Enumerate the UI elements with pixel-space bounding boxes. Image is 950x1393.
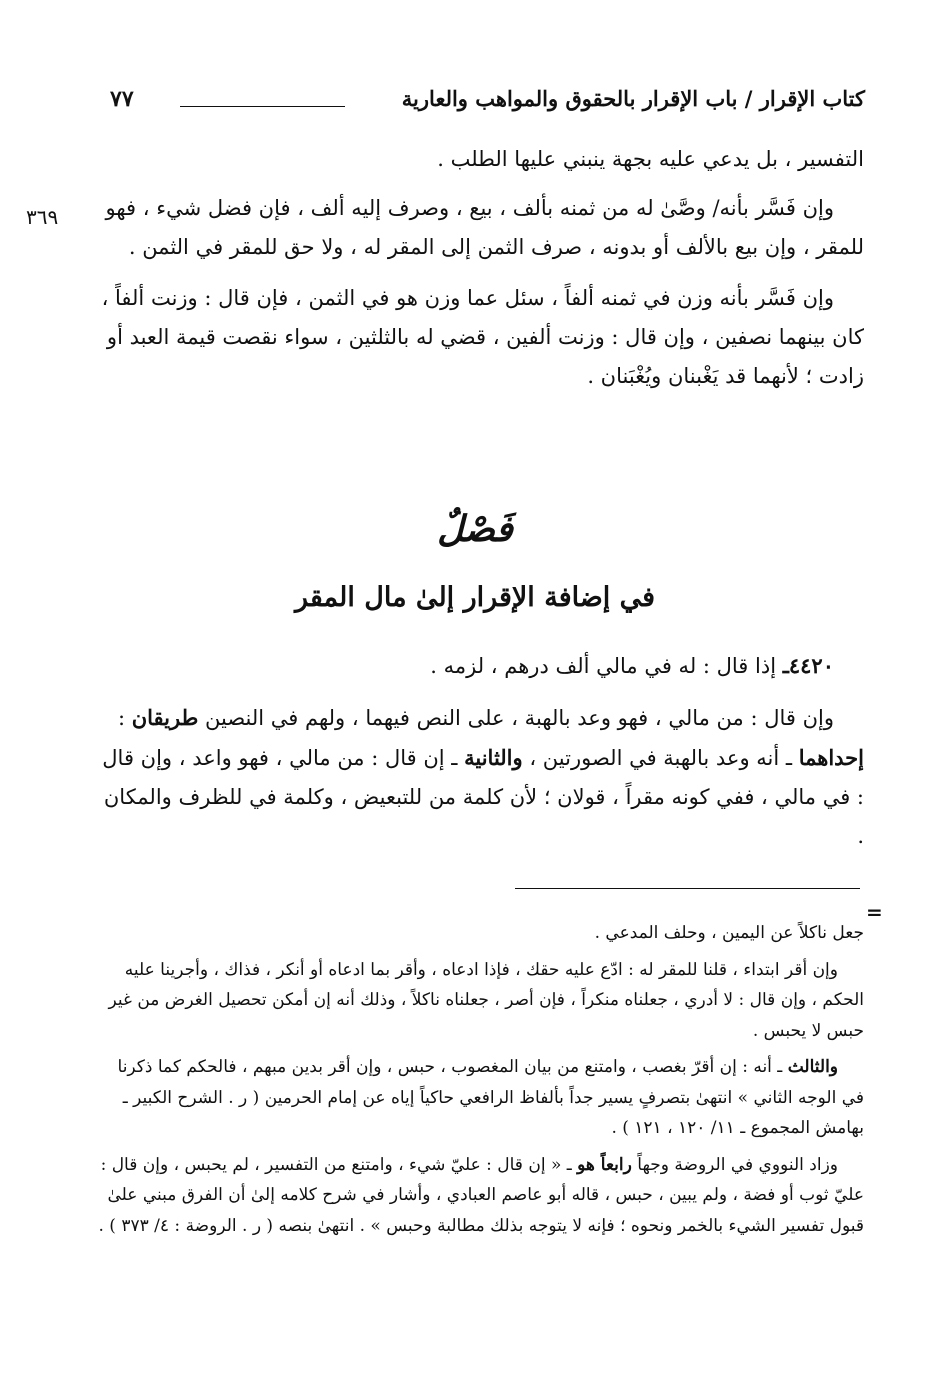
bold-term: رابعاً هو xyxy=(577,1154,632,1175)
text-run: ـ إن قال : من مالي ، فهو واعد ، وإن قال : في مالي ، ففي كونه مقراً ، قولان ؛ لأن كلمة من للتبعيض ، وكلمة في للظرف والمكان . xyxy=(102,746,864,848)
footnote-paragraph xyxy=(94,1150,864,1242)
text-run: ـ « إن قال : عليّ شيء ، وامتنع من التفسير ، لم يحبس ، وإن قال : عليّ ثوب أو فضة ، ولم يبين ، حبس ، قاله أبو عاصم العبادي ، وأشار في شرح كلامه إلىٰ أن الفرق مبني علىٰ قبول تفسير الشيء بالخمر ونحوه ؛ فإنه لا يتوجه بذلك مطالبة وحبس » . انتهىٰ بنصه ( ر . الروضة : ٤/ ٣٧٣ ) . xyxy=(98,1154,864,1236)
paragraph: وإن فَسَّر بأنه وزن في ثمنه ألفاً ، سئل عما وزن هو في الثمن ، فإن قال : وزنت ألفاً ، كان بينهما نصفين ، وإن قال : وزنت ألفين ، قضي له بالثلثين ، سواء نقصت قيمة العبد أو زادت ؛ لأنهما قد يَغْبنان ويُغْبَنان . xyxy=(101,286,864,388)
paragraph xyxy=(94,698,864,856)
text-run: : xyxy=(117,706,132,730)
page-number: ٧٧ xyxy=(110,86,134,112)
footnote-continuation-mark: = xyxy=(866,900,883,924)
footnotes xyxy=(94,918,864,1247)
text-run: وزاد النووي في الروضة وجهاً xyxy=(631,1154,838,1175)
main-text-top xyxy=(94,140,864,396)
numbered-item xyxy=(94,646,864,686)
section-heading: في إضافة الإقرار إلىٰ مال المقر xyxy=(294,582,656,613)
footnote-paragraph xyxy=(94,1052,864,1144)
margin-folio-number: ٣٦٩ xyxy=(26,205,59,229)
text-run: ـ أنه : إن أقرّ بغصب ، وامتنع من بيان المغصوب ، حبس ، وإن أقر بدين مبهم ، فالحكم كما ذكرنا في الوجه الثاني » انتهىٰ بتصرفٍ يسير جداً بألفاظ الرافعي حاكياً إياه عن إمام الحرمين ( ر . الشرح الكبير ـ بهامش المجموع ـ ١١/ ١٢٠ ، ١٢١ ) . xyxy=(117,1057,864,1138)
text-run: وإن قال : من مالي ، فهو وعد بالهبة ، على النص فيهما ، ولهم في النصين xyxy=(198,706,834,730)
paragraph: التفسير ، بل يدعي عليه بجهة ينبني عليها الطلب . xyxy=(437,147,864,171)
bold-term: إحداهما xyxy=(798,745,864,770)
bold-term: والثانية xyxy=(464,745,523,770)
paragraph: وإن فَسَّر بأنه/ وصَّىٰ له من ثمنه بألف ، بيع ، وصرف إليه ألف ، فإن فضل شيء ، فهو للمقر ، وإن بيع بالألف أو بدونه ، صرف الثمن إلى المقر له ، ولا حق للمقر في الثمن . xyxy=(105,196,864,259)
header-rule xyxy=(180,106,345,107)
bold-term: طريقان xyxy=(131,705,199,730)
chapter-title: كتاب الإقرار / باب الإقرار بالحقوق والمواهب والعارية xyxy=(401,86,865,111)
main-text-bottom xyxy=(94,646,864,856)
text-run: ـ أنه وعد بالهبة في الصورتين ، xyxy=(522,746,799,770)
item-text: إذا قال : له في مالي ألف درهم ، لزمه . xyxy=(430,654,783,678)
fasl-ornament: فَصْلٌ xyxy=(437,508,513,550)
bold-term: والثالث xyxy=(787,1057,838,1077)
item-number: ٤٤٢٠ـ xyxy=(782,653,834,678)
footnote-paragraph: جعل ناكلاً عن اليمين ، وحلف المدعي . xyxy=(594,923,864,943)
running-header xyxy=(110,86,865,126)
footnote-separator xyxy=(515,888,860,889)
footnote-paragraph: وإن أقر ابتداء ، قلنا للمقر له : ادّع عليه حقك ، فإذا ادعاه ، وأقر بما ادعاه أو أنكر ، فذاك ، وأجرينا عليه الحكم ، وإن قال : لا أدري ، جعلناه منكراً ، فإن أصر ، جعلناه ناكلاً ، وذلك أنه إن أمكن تحصيل الغرض من غير حبس لا يحبس . xyxy=(108,959,864,1041)
